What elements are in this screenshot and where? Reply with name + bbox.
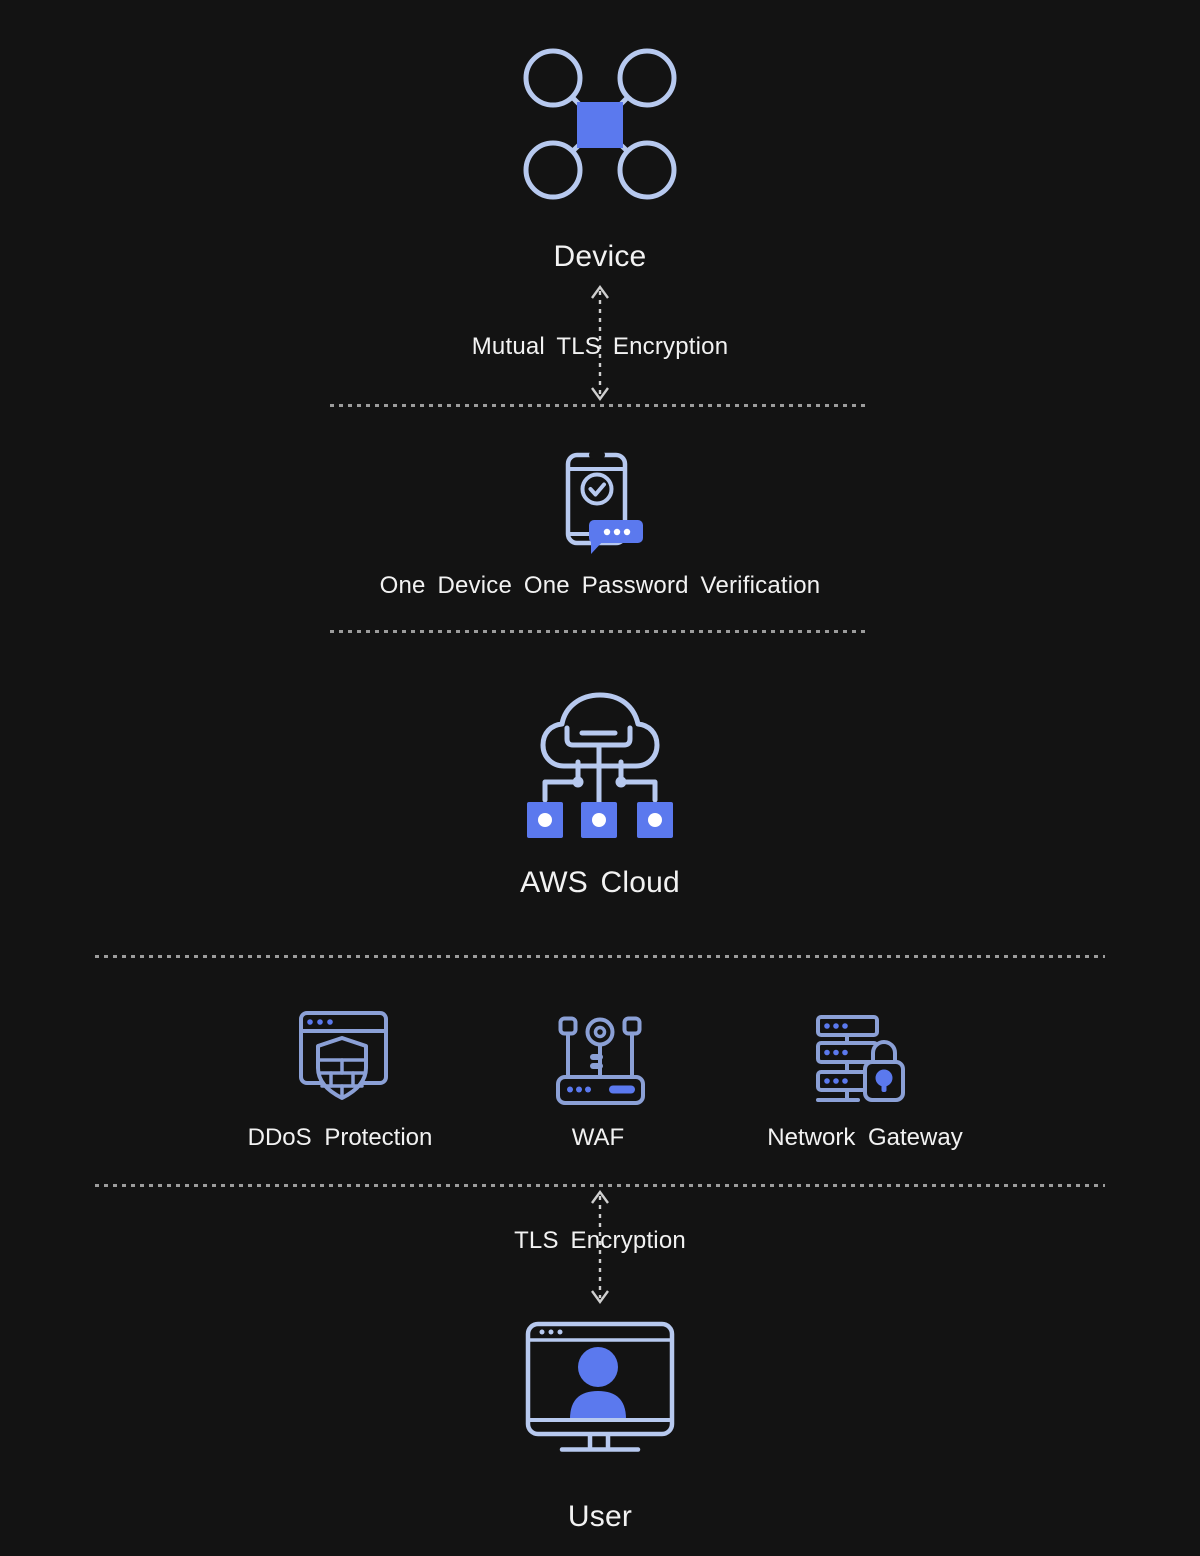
ddos-protection-label: DDoS Protection <box>247 1124 433 1151</box>
monitor-user-icon <box>520 1318 680 1456</box>
mutual-tls-label: Mutual TLS Encryption <box>471 333 729 360</box>
device-label: Device <box>553 240 647 273</box>
router-key-icon <box>545 1008 655 1108</box>
tls-encryption-label: TLS Encryption <box>514 1227 686 1254</box>
network-gateway-label: Network Gateway <box>767 1124 963 1151</box>
aws-cloud-label: AWS Cloud <box>520 866 680 899</box>
dashed-separator <box>330 630 866 633</box>
dashed-separator <box>95 1184 1105 1187</box>
dashed-separator <box>330 404 866 407</box>
verification-label: One Device One Password Verification <box>379 572 821 599</box>
cloud-network-icon <box>522 688 678 846</box>
dashed-separator <box>95 955 1105 958</box>
server-lock-icon <box>806 1006 918 1108</box>
browser-shield-icon <box>291 1010 391 1102</box>
user-label: User <box>567 1500 633 1533</box>
phone-verification-icon <box>545 448 655 560</box>
drone-icon <box>518 42 682 206</box>
waf-label: WAF <box>571 1124 625 1151</box>
